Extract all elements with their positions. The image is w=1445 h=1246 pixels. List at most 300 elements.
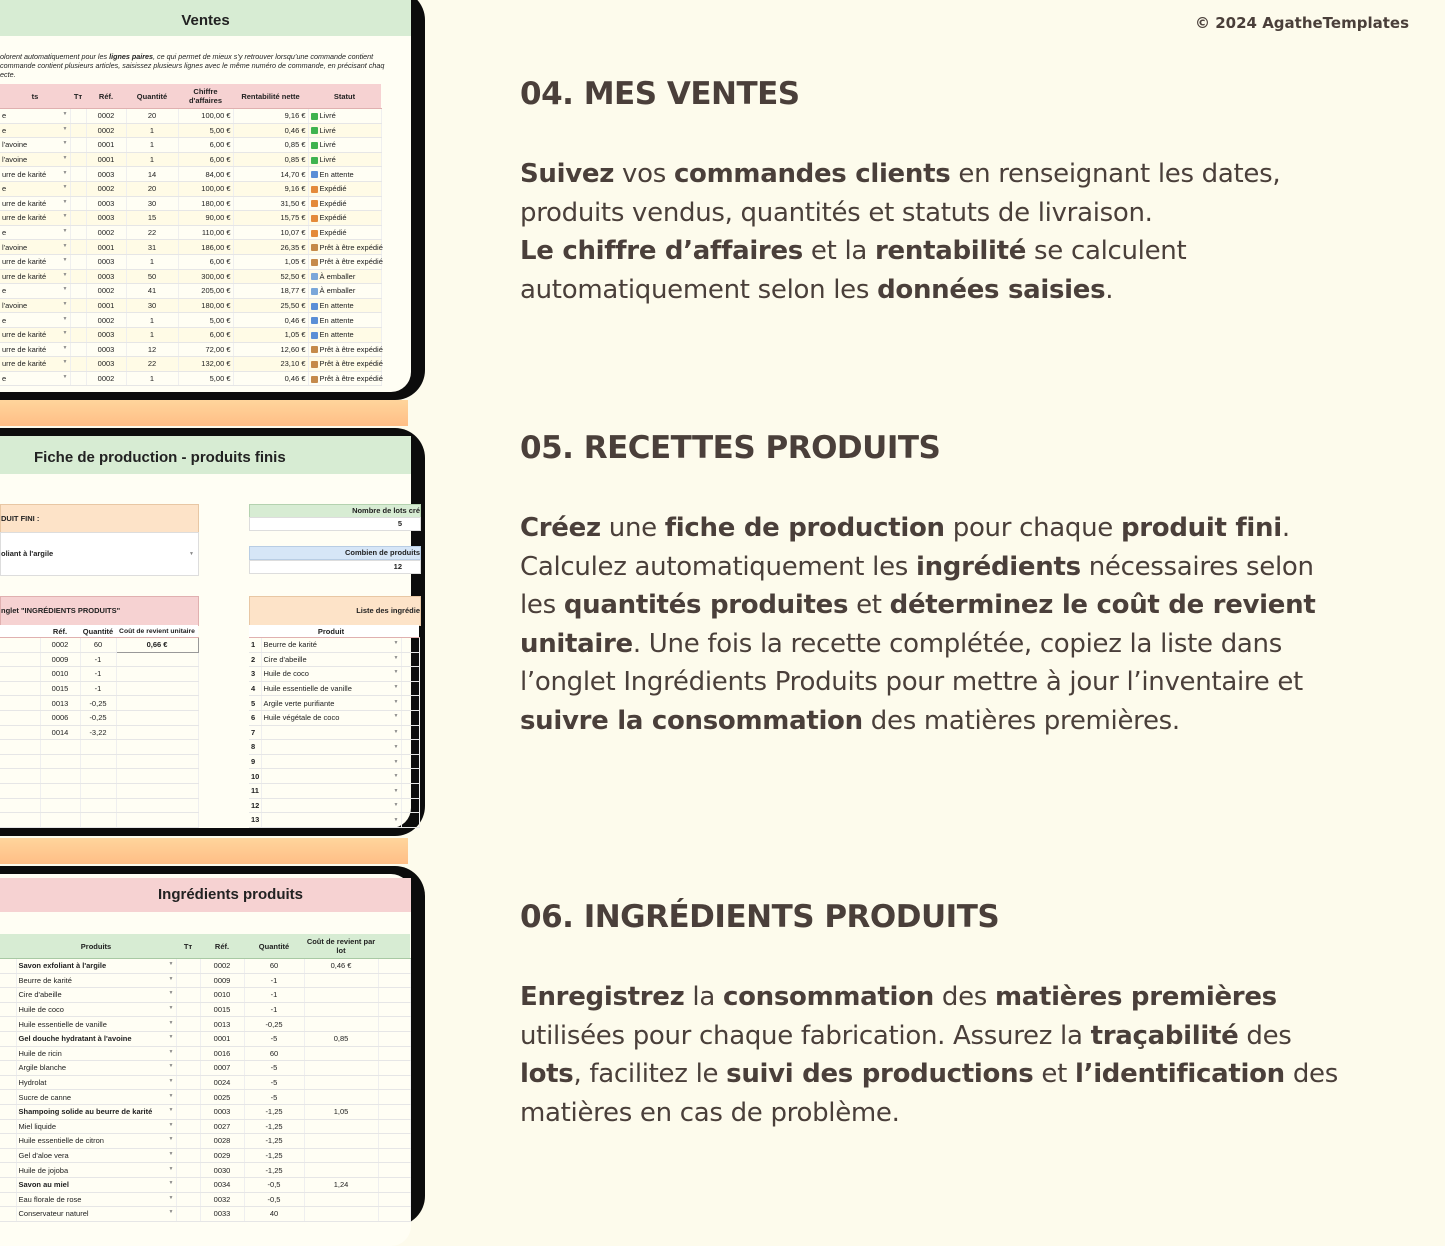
ingredients-row bbox=[0, 1104, 410, 1119]
status-icon bbox=[311, 127, 318, 134]
ingredients-extra-cell bbox=[378, 1002, 410, 1017]
ventes-qty-cell[interactable]: 1 bbox=[126, 138, 178, 153]
ingredients-type-cell bbox=[176, 1061, 200, 1076]
nb-lots-input[interactable] bbox=[249, 517, 421, 531]
ventes-type-cell bbox=[70, 123, 86, 138]
ingredients-product-cell[interactable]: Hydrolat ▼ bbox=[16, 1075, 176, 1090]
ingredients-header-1[interactable]: Produits bbox=[16, 934, 176, 959]
ingredients-header-5[interactable]: Coût de revient par lot bbox=[304, 934, 378, 959]
list-produit-cell[interactable] bbox=[261, 725, 401, 740]
ingredients-qty-cell[interactable]: 60 bbox=[244, 1046, 304, 1061]
produit-fini-text: DUIT FINI : bbox=[1, 514, 40, 523]
ventes-statut-cell[interactable] bbox=[308, 254, 381, 269]
ventes-row bbox=[0, 196, 381, 211]
section-text-ingredients: Enregistrez la consommation des matières premières utilisées pour chaque fabrication. Assurez la traçabilité des lots, facilitez le suivi des productions et l’identification des matières en cas de problème. bbox=[520, 982, 1339, 1128]
combien-label bbox=[249, 546, 421, 560]
ventes-statut-cell[interactable] bbox=[308, 313, 381, 328]
ingredients-type-cell bbox=[176, 1119, 200, 1134]
prod-blank-cell bbox=[0, 652, 40, 667]
ingredients-row bbox=[0, 1090, 410, 1105]
ventes-qty-cell[interactable]: 20 bbox=[126, 109, 178, 124]
dropdown-arrow-icon: ▼ bbox=[393, 743, 399, 750]
prod-empty-cell bbox=[0, 798, 40, 813]
ingredients-blank-cell bbox=[0, 1104, 16, 1119]
ingredients-extra-cell bbox=[378, 973, 410, 988]
prod-cost-cell: 0,66 € bbox=[116, 638, 198, 653]
ventes-statut-cell[interactable] bbox=[308, 284, 381, 299]
ventes-screen bbox=[0, 0, 411, 392]
ingredients-header-6[interactable] bbox=[378, 934, 410, 959]
ventes-qty-cell[interactable]: 1 bbox=[126, 123, 178, 138]
dropdown-arrow-icon: ▼ bbox=[62, 155, 68, 162]
ventes-ca-cell: 100,00 € bbox=[178, 181, 233, 196]
ventes-ca-cell: 5,00 € bbox=[178, 123, 233, 138]
ventes-statut-cell[interactable] bbox=[308, 196, 381, 211]
ventes-qty-cell[interactable]: 14 bbox=[126, 167, 178, 182]
ingredient-list-table bbox=[249, 625, 420, 828]
nb-lots-value: 5 bbox=[397, 519, 402, 528]
combien-text: Combien de produits bbox=[345, 548, 420, 557]
ingredients-product-cell[interactable]: Gel douche hydratant à l'avoine ▼ bbox=[16, 1031, 176, 1046]
prod-qty-cell[interactable]: -1 bbox=[80, 652, 116, 667]
prod-blank-cell bbox=[0, 638, 40, 653]
prod-empty-cell bbox=[0, 754, 40, 769]
ingredients-row bbox=[0, 1002, 410, 1017]
ingredients-row bbox=[0, 1119, 410, 1134]
ingredients-extra-cell bbox=[378, 1119, 410, 1134]
ventes-product-cell[interactable]: urre de karité ▼ bbox=[0, 211, 70, 226]
prod-row-empty bbox=[0, 769, 198, 784]
ventes-statut-cell[interactable] bbox=[308, 357, 381, 372]
list-produit-cell[interactable] bbox=[261, 798, 401, 813]
status-icon bbox=[311, 157, 318, 164]
ventes-rentabilite-cell: 0,85 € bbox=[233, 152, 308, 167]
prod-row-empty bbox=[0, 754, 198, 769]
ingredients-extra-cell bbox=[378, 1090, 410, 1105]
prod-empty-cell bbox=[40, 754, 80, 769]
ingredients-extra-cell bbox=[378, 1207, 410, 1222]
ventes-statut-cell[interactable] bbox=[308, 240, 381, 255]
ventes-type-cell bbox=[70, 225, 86, 240]
status-label: En attente bbox=[319, 169, 354, 179]
section-recettes-produits bbox=[520, 430, 1350, 740]
ventes-ref-cell: 0002 bbox=[86, 181, 126, 196]
ingredients-blank-cell bbox=[0, 988, 16, 1003]
ventes-ca-cell: 205,00 € bbox=[178, 284, 233, 299]
ingredients-product-cell[interactable]: Shampoing solide au beurre de karité ▼ bbox=[16, 1104, 176, 1119]
ingredient-list-row bbox=[249, 696, 419, 711]
ingredients-product-cell[interactable]: Miel liquide ▼ bbox=[16, 1119, 176, 1134]
list-produit-cell[interactable] bbox=[261, 740, 401, 755]
prod-row bbox=[0, 681, 198, 696]
ventes-ca-cell: 6,00 € bbox=[178, 138, 233, 153]
ventes-qty-cell[interactable]: 15 bbox=[126, 211, 178, 226]
ingredients-blank-cell bbox=[0, 959, 16, 974]
list-num-cell: 13 bbox=[249, 813, 261, 828]
ventes-product-cell[interactable]: urre de karité ▼ bbox=[0, 357, 70, 372]
prod-cost-cell bbox=[116, 681, 198, 696]
ventes-type-cell bbox=[70, 138, 86, 153]
orange-band-2 bbox=[0, 838, 408, 864]
status-icon bbox=[311, 273, 318, 280]
status-label: Livré bbox=[319, 155, 336, 165]
ingredients-product-cell[interactable]: Huile de coco ▼ bbox=[16, 1002, 176, 1017]
ingredients-header-0[interactable] bbox=[0, 934, 16, 959]
ventes-type-cell bbox=[70, 357, 86, 372]
ingredient-list-row bbox=[249, 740, 419, 755]
ventes-product-cell[interactable]: urre de karité ▼ bbox=[0, 167, 70, 182]
ingredients-qty-cell[interactable]: -0,25 bbox=[244, 1017, 304, 1032]
ventes-rentabilite-cell: 25,50 € bbox=[233, 298, 308, 313]
dropdown-arrow-icon: ▼ bbox=[393, 802, 399, 809]
ingredients-qty-cell[interactable]: 60 bbox=[244, 959, 304, 974]
prod-cost-cell bbox=[116, 725, 198, 740]
ingredients-product-cell[interactable]: Sucre de canne ▼ bbox=[16, 1090, 176, 1105]
ingredients-ref-cell: 0013 bbox=[200, 1017, 244, 1032]
ingredients-product-cell[interactable]: Argile blanche ▼ bbox=[16, 1061, 176, 1076]
ventes-ca-cell: 5,00 € bbox=[178, 313, 233, 328]
ventes-ca-cell: 186,00 € bbox=[178, 240, 233, 255]
ventes-ca-cell: 180,00 € bbox=[178, 196, 233, 211]
ventes-product-cell[interactable]: e ▼ bbox=[0, 123, 70, 138]
ventes-statut-cell[interactable] bbox=[308, 123, 381, 138]
ventes-statut-cell[interactable] bbox=[308, 211, 381, 226]
ventes-ca-cell: 6,00 € bbox=[178, 327, 233, 342]
list-num-cell: 6 bbox=[249, 710, 261, 725]
ventes-statut-cell[interactable] bbox=[308, 167, 381, 182]
ventes-row bbox=[0, 284, 381, 299]
prod-row bbox=[0, 667, 198, 682]
dropdown-arrow-icon: ▼ bbox=[62, 359, 68, 366]
ingredients-row bbox=[0, 1134, 410, 1149]
ventes-rentabilite-cell: 12,60 € bbox=[233, 342, 308, 357]
prod-row bbox=[0, 725, 198, 740]
ventes-row bbox=[0, 167, 381, 182]
ventes-ref-cell: 0003 bbox=[86, 342, 126, 357]
ventes-header-5[interactable]: Rentabilité nette bbox=[233, 84, 308, 109]
ingredients-row bbox=[0, 988, 410, 1003]
ventes-product-cell[interactable]: urre de karité ▼ bbox=[0, 254, 70, 269]
ingredients-product-cell[interactable]: Savon exfoliant à l'argile ▼ bbox=[16, 959, 176, 974]
dropdown-arrow-icon: ▼ bbox=[189, 551, 194, 557]
list-num-cell: 11 bbox=[249, 783, 261, 798]
list-produit-cell[interactable] bbox=[261, 769, 401, 784]
prod-cost-cell bbox=[116, 667, 198, 682]
prod-qty-cell[interactable]: -0,25 bbox=[80, 696, 116, 711]
prod-row bbox=[0, 710, 198, 725]
ventes-ca-cell: 300,00 € bbox=[178, 269, 233, 284]
prod-blank-cell bbox=[0, 710, 40, 725]
ventes-statut-cell[interactable] bbox=[308, 181, 381, 196]
list-produit-cell[interactable] bbox=[261, 783, 401, 798]
list-produit-cell[interactable] bbox=[261, 754, 401, 769]
ventes-rentabilite-cell: 23,10 € bbox=[233, 357, 308, 372]
ventes-product-cell[interactable]: e ▼ bbox=[0, 371, 70, 386]
ventes-row bbox=[0, 371, 381, 386]
ventes-header-2[interactable]: Réf. bbox=[86, 84, 126, 109]
ventes-header-6[interactable]: Statut bbox=[308, 84, 381, 109]
ventes-ca-cell: 110,00 € bbox=[178, 225, 233, 240]
ingredients-header-3[interactable]: Réf. bbox=[200, 934, 244, 959]
ventes-ref-cell: 0002 bbox=[86, 371, 126, 386]
ventes-product-cell[interactable]: e ▼ bbox=[0, 284, 70, 299]
ingredients-qty-cell[interactable]: -0,5 bbox=[244, 1177, 304, 1192]
ingredients-qty-cell[interactable]: -1,25 bbox=[244, 1119, 304, 1134]
prod-empty-cell bbox=[80, 798, 116, 813]
ventes-qty-cell[interactable]: 30 bbox=[126, 298, 178, 313]
list-num-cell: 9 bbox=[249, 754, 261, 769]
ingredients-type-cell bbox=[176, 1075, 200, 1090]
ingredients-type-cell bbox=[176, 1002, 200, 1017]
ventes-row bbox=[0, 138, 381, 153]
list-produit-cell[interactable]: Cire d'abeille ▼ bbox=[261, 652, 401, 667]
ingredients-screen bbox=[0, 874, 411, 1246]
ingredients-blank-cell bbox=[0, 1046, 16, 1061]
list-produit-cell[interactable] bbox=[261, 813, 401, 828]
ventes-qty-cell[interactable]: 1 bbox=[126, 152, 178, 167]
production-table bbox=[0, 625, 199, 828]
ventes-statut-cell[interactable] bbox=[308, 225, 381, 240]
prod-ref-cell: 0014 bbox=[40, 725, 80, 740]
ventes-ca-cell: 90,00 € bbox=[178, 211, 233, 226]
ventes-statut-cell[interactable] bbox=[308, 269, 381, 284]
ventes-product-cell[interactable]: urre de karité ▼ bbox=[0, 327, 70, 342]
ventes-type-cell bbox=[70, 109, 86, 124]
status-label: Prêt à être expédié bbox=[319, 242, 383, 252]
ingredients-cost-cell bbox=[304, 988, 378, 1003]
prod-cost-cell bbox=[116, 696, 198, 711]
ventes-row bbox=[0, 327, 381, 342]
ventes-statut-cell[interactable] bbox=[308, 138, 381, 153]
ingredients-qty-cell[interactable]: -1,25 bbox=[244, 1163, 304, 1178]
ingredients-extra-cell bbox=[378, 1134, 410, 1149]
ventes-qty-cell[interactable]: 1 bbox=[126, 254, 178, 269]
status-icon bbox=[311, 215, 318, 222]
list-extra-cell bbox=[401, 740, 419, 755]
prod-blank-cell bbox=[0, 725, 40, 740]
list-extra-cell bbox=[401, 783, 419, 798]
ingredients-qty-cell[interactable]: -1,25 bbox=[244, 1148, 304, 1163]
ventes-qty-cell[interactable]: 22 bbox=[126, 225, 178, 240]
status-icon bbox=[311, 142, 318, 149]
status-icon bbox=[311, 200, 318, 207]
status-icon bbox=[311, 346, 318, 353]
list-extra-cell bbox=[401, 813, 419, 828]
ventes-header-3[interactable]: Quantité bbox=[126, 84, 178, 109]
ingredients-ref-cell: 0032 bbox=[200, 1192, 244, 1207]
ingredients-product-cell[interactable]: Cire d'abeille ▼ bbox=[16, 988, 176, 1003]
prod-qty-cell[interactable]: -3,22 bbox=[80, 725, 116, 740]
list-produit-cell[interactable]: Huile de coco ▼ bbox=[261, 667, 401, 682]
ventes-type-cell bbox=[70, 298, 86, 313]
ingredients-product-cell[interactable]: Conservateur naturel ▼ bbox=[16, 1207, 176, 1222]
ingredients-sheet-title: Ingrédients produits bbox=[0, 878, 411, 912]
ventes-type-cell bbox=[70, 167, 86, 182]
ingredients-qty-cell[interactable]: -5 bbox=[244, 1090, 304, 1105]
ventes-ref-cell: 0001 bbox=[86, 240, 126, 255]
ventes-ref-cell: 0002 bbox=[86, 284, 126, 299]
prod-ref-cell: 0002 bbox=[40, 638, 80, 653]
ventes-product-cell[interactable]: l'avoine ▼ bbox=[0, 152, 70, 167]
ventes-qty-cell[interactable]: 20 bbox=[126, 181, 178, 196]
ventes-header-0[interactable]: ts bbox=[0, 84, 70, 109]
ventes-ref-cell: 0002 bbox=[86, 313, 126, 328]
ventes-row bbox=[0, 152, 381, 167]
ingredients-product-cell[interactable]: Savon au miel ▼ bbox=[16, 1177, 176, 1192]
dropdown-arrow-icon: ▼ bbox=[393, 669, 399, 676]
prod-empty-cell bbox=[40, 740, 80, 755]
ingredients-type-cell bbox=[176, 1177, 200, 1192]
ventes-qty-cell[interactable]: 1 bbox=[126, 371, 178, 386]
prod-qty-cell[interactable]: -0,25 bbox=[80, 710, 116, 725]
ventes-product-cell[interactable]: e ▼ bbox=[0, 313, 70, 328]
ingredients-product-cell[interactable]: Beurre de karité ▼ bbox=[16, 973, 176, 988]
ingredients-blank-cell bbox=[0, 1207, 16, 1222]
ingredients-qty-cell[interactable]: -1 bbox=[244, 973, 304, 988]
ventes-statut-cell[interactable] bbox=[308, 327, 381, 342]
ingredients-qty-cell[interactable]: -1 bbox=[244, 988, 304, 1003]
ventes-qty-cell[interactable]: 1 bbox=[126, 327, 178, 342]
ventes-qty-cell[interactable]: 30 bbox=[126, 196, 178, 211]
ventes-product-cell[interactable]: e ▼ bbox=[0, 181, 70, 196]
ingredients-ref-cell: 0027 bbox=[200, 1119, 244, 1134]
ingredients-product-cell[interactable]: Huile de ricin ▼ bbox=[16, 1046, 176, 1061]
ingredient-list-row bbox=[249, 783, 419, 798]
ingredients-qty-cell[interactable]: -1,25 bbox=[244, 1104, 304, 1119]
ventes-statut-cell[interactable] bbox=[308, 371, 381, 386]
ventes-rentabilite-cell: 0,85 € bbox=[233, 138, 308, 153]
prod-ref-cell: 0010 bbox=[40, 667, 80, 682]
dropdown-arrow-icon: ▼ bbox=[62, 213, 68, 220]
onglet-label bbox=[0, 596, 199, 626]
ventes-statut-cell[interactable] bbox=[308, 152, 381, 167]
ventes-product-cell[interactable]: l'avoine ▼ bbox=[0, 298, 70, 313]
ingredients-qty-cell[interactable]: -5 bbox=[244, 1075, 304, 1090]
ventes-header-4[interactable]: Chiffre d'affaires bbox=[178, 84, 233, 109]
ventes-row bbox=[0, 109, 381, 124]
ventes-product-cell[interactable]: urre de karité ▼ bbox=[0, 342, 70, 357]
produit-select[interactable] bbox=[0, 532, 199, 576]
ventes-product-cell[interactable]: e ▼ bbox=[0, 225, 70, 240]
ventes-qty-cell[interactable]: 50 bbox=[126, 269, 178, 284]
combien-input[interactable] bbox=[249, 560, 421, 574]
status-icon bbox=[311, 288, 318, 295]
ventes-qty-cell[interactable]: 31 bbox=[126, 240, 178, 255]
ventes-product-cell[interactable]: l'avoine ▼ bbox=[0, 240, 70, 255]
ingredient-list-row bbox=[249, 652, 419, 667]
prod-empty-cell bbox=[116, 813, 198, 828]
status-label: Expédié bbox=[319, 198, 347, 208]
ventes-qty-cell[interactable]: 12 bbox=[126, 342, 178, 357]
ingredients-ref-cell: 0030 bbox=[200, 1163, 244, 1178]
ventes-product-cell[interactable]: e ▼ bbox=[0, 109, 70, 124]
list-extra-cell bbox=[401, 725, 419, 740]
dropdown-arrow-icon: ▼ bbox=[168, 1107, 174, 1114]
ventes-qty-cell[interactable]: 22 bbox=[126, 357, 178, 372]
prod-empty-cell bbox=[80, 813, 116, 828]
ingredients-blank-cell bbox=[0, 1061, 16, 1076]
ingredients-cost-cell bbox=[304, 1192, 378, 1207]
ingredients-product-cell[interactable]: Eau florale de rose ▼ bbox=[16, 1192, 176, 1207]
ingredients-row bbox=[0, 1192, 410, 1207]
ingredients-product-cell[interactable]: Huile de jojoba ▼ bbox=[16, 1163, 176, 1178]
ventes-ca-cell: 5,00 € bbox=[178, 371, 233, 386]
prod-qty-cell[interactable]: -1 bbox=[80, 681, 116, 696]
ingredients-qty-cell[interactable]: 40 bbox=[244, 1207, 304, 1222]
ingredients-header-2[interactable]: Tт bbox=[176, 934, 200, 959]
ingredients-blank-cell bbox=[0, 1017, 16, 1032]
ventes-type-cell bbox=[70, 211, 86, 226]
prod-blank-cell bbox=[0, 681, 40, 696]
ingredients-product-cell[interactable]: Huile essentielle de citron ▼ bbox=[16, 1134, 176, 1149]
ventes-ref-cell: 0001 bbox=[86, 298, 126, 313]
ingredients-ref-cell: 0028 bbox=[200, 1134, 244, 1149]
dropdown-arrow-icon: ▼ bbox=[393, 758, 399, 765]
tablet-ingredients bbox=[0, 866, 425, 1226]
list-produit-cell[interactable]: Huile essentielle de vanille ▼ bbox=[261, 681, 401, 696]
ingredients-qty-cell[interactable]: -5 bbox=[244, 1061, 304, 1076]
prod-qty-cell[interactable]: 60 bbox=[80, 638, 116, 653]
ventes-statut-cell[interactable] bbox=[308, 109, 381, 124]
ingredients-qty-cell[interactable]: -0,5 bbox=[244, 1192, 304, 1207]
status-label: En attente bbox=[319, 301, 354, 311]
ingredients-blank-cell bbox=[0, 1192, 16, 1207]
status-icon bbox=[311, 186, 318, 193]
ingredients-extra-cell bbox=[378, 1046, 410, 1061]
ventes-product-cell[interactable]: urre de karité ▼ bbox=[0, 269, 70, 284]
ventes-product-cell[interactable]: urre de karité ▼ bbox=[0, 196, 70, 211]
ingredients-row bbox=[0, 973, 410, 988]
ingredients-product-cell[interactable]: Gel d'aloe vera ▼ bbox=[16, 1148, 176, 1163]
ventes-statut-cell[interactable] bbox=[308, 342, 381, 357]
ingredients-qty-cell[interactable]: -1,25 bbox=[244, 1134, 304, 1149]
dropdown-arrow-icon: ▼ bbox=[168, 1063, 174, 1070]
dropdown-arrow-icon: ▼ bbox=[62, 140, 68, 147]
list-produit-cell[interactable]: Argile verte purifiante ▼ bbox=[261, 696, 401, 711]
ventes-qty-cell[interactable]: 1 bbox=[126, 313, 178, 328]
ingredients-type-cell bbox=[176, 1207, 200, 1222]
list-num-cell: 2 bbox=[249, 652, 261, 667]
ventes-statut-cell[interactable] bbox=[308, 298, 381, 313]
ventes-ca-cell: 180,00 € bbox=[178, 298, 233, 313]
prod-blank-cell bbox=[0, 696, 40, 711]
status-icon bbox=[311, 303, 318, 310]
ventes-qty-cell[interactable]: 41 bbox=[126, 284, 178, 299]
list-extra-cell bbox=[401, 769, 419, 784]
status-label: Expédié bbox=[319, 184, 347, 194]
ventes-product-cell[interactable]: l'avoine ▼ bbox=[0, 138, 70, 153]
ventes-header-1[interactable]: Tт bbox=[70, 84, 86, 109]
list-produit-cell[interactable]: Beurre de karité ▼ bbox=[261, 638, 401, 653]
ingredients-product-cell[interactable]: Huile essentielle de vanille ▼ bbox=[16, 1017, 176, 1032]
list-produit-header: Produit bbox=[261, 625, 401, 638]
ingredients-header-4[interactable]: Quantité bbox=[244, 934, 304, 959]
ingredients-blank-cell bbox=[0, 1134, 16, 1149]
prod-qty-cell[interactable]: -1 bbox=[80, 667, 116, 682]
list-produit-cell[interactable]: Huile végétale de coco ▼ bbox=[261, 710, 401, 725]
dropdown-arrow-icon: ▼ bbox=[168, 1136, 174, 1143]
ingredients-row bbox=[0, 1046, 410, 1061]
ingredients-blank-cell bbox=[0, 1090, 16, 1105]
status-icon bbox=[311, 332, 318, 339]
prod-empty-cell bbox=[116, 754, 198, 769]
ingredients-ref-cell: 0034 bbox=[200, 1177, 244, 1192]
prod-blank-header bbox=[0, 625, 40, 638]
ingredients-extra-cell bbox=[378, 959, 410, 974]
ingredients-qty-cell[interactable]: -5 bbox=[244, 1031, 304, 1046]
dropdown-arrow-icon: ▼ bbox=[393, 729, 399, 736]
ingredients-qty-cell[interactable]: -1 bbox=[244, 1002, 304, 1017]
